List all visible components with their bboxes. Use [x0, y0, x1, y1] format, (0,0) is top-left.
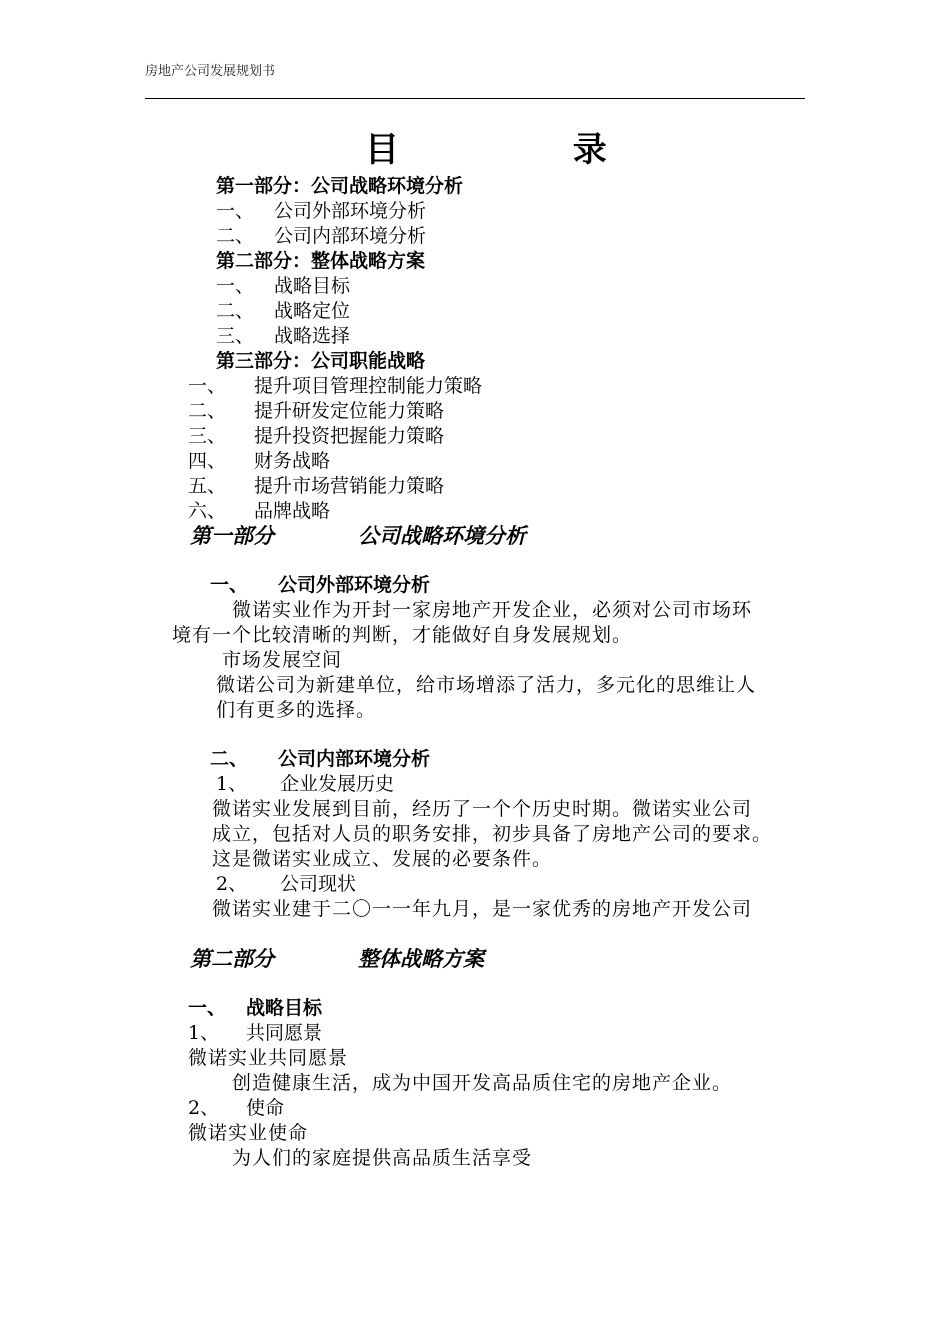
toc-item: 四、 财务战略 [188, 450, 331, 472]
toc-part2: 第二部分：整体战略方案 [216, 250, 426, 272]
toc-item: 五、 提升市场营销能力策略 [188, 475, 445, 497]
toc-item: 三、 提升投资把握能力策略 [188, 425, 445, 447]
toc-item: 一、 公司外部环境分析 [216, 200, 427, 222]
section2-subheading-1: 一、 战略目标 [188, 997, 323, 1019]
list-item: 1、 企业发展历史 [216, 773, 395, 795]
document-header: 房地产公司发展规划书 [145, 64, 276, 79]
market-label: 市场发展空间 [222, 649, 343, 671]
paragraph-line: 这是微诺实业成立、发展的必要条件。 [212, 848, 553, 870]
paragraph-line: 微诺实业发展到目前，经历了一个个历史时期。微诺实业公司 [212, 798, 753, 820]
list-item: 2、 使命 [188, 1097, 285, 1119]
section1-subheading-1: 一、 公司外部环境分析 [210, 574, 431, 596]
mission-label: 微诺实业使命 [188, 1122, 309, 1144]
vision-text: 创造健康生活，成为中国开发高品质住宅的房地产企业。 [232, 1072, 733, 1094]
header-rule [145, 98, 805, 99]
toc-item: 三、 战略选择 [216, 325, 351, 347]
toc-item: 二、 公司内部环境分析 [216, 225, 427, 247]
paragraph-line: 境有一个比较清晰的判断，才能做好自身发展规划。 [172, 624, 633, 646]
section2-heading: 第二部分 整体战略方案 [190, 946, 484, 971]
mission-text: 为人们的家庭提供高品质生活享受 [232, 1147, 533, 1169]
list-item: 1、 共同愿景 [188, 1022, 323, 1044]
toc-part1: 第一部分：公司战略环境分析 [216, 175, 464, 197]
section1-heading: 第一部分 公司战略环境分析 [190, 523, 526, 548]
toc-item: 二、 战略定位 [216, 300, 351, 322]
toc-title-right: 录 [572, 130, 607, 170]
toc-item: 一、 战略目标 [216, 275, 351, 297]
toc-title [365, 128, 607, 172]
paragraph-line: 微诺公司为新建单位，给市场增添了活力，多元化的思维让人 [216, 674, 757, 696]
section1-subheading-2: 二、 公司内部环境分析 [210, 748, 431, 770]
toc-part3: 第三部分：公司职能战略 [216, 350, 426, 372]
list-item: 2、 公司现状 [216, 873, 357, 895]
toc-title-left: 目 [365, 130, 399, 170]
paragraph-line: 们有更多的选择。 [216, 699, 377, 721]
toc-item: 一、 提升项目管理控制能力策略 [188, 375, 483, 397]
toc-item: 六、 品牌战略 [188, 500, 331, 522]
paragraph-line: 微诺实业作为开封一家房地产开发企业，必须对公司市场环 [232, 599, 753, 621]
toc-item: 二、 提升研发定位能力策略 [188, 400, 445, 422]
paragraph-line: 成立，包括对人员的职务安排，初步具备了房地产公司的要求。 [212, 823, 773, 845]
vision-label: 微诺实业共同愿景 [188, 1047, 349, 1069]
paragraph-line: 微诺实业建于二〇一一年九月，是一家优秀的房地产开发公司 [212, 898, 753, 920]
